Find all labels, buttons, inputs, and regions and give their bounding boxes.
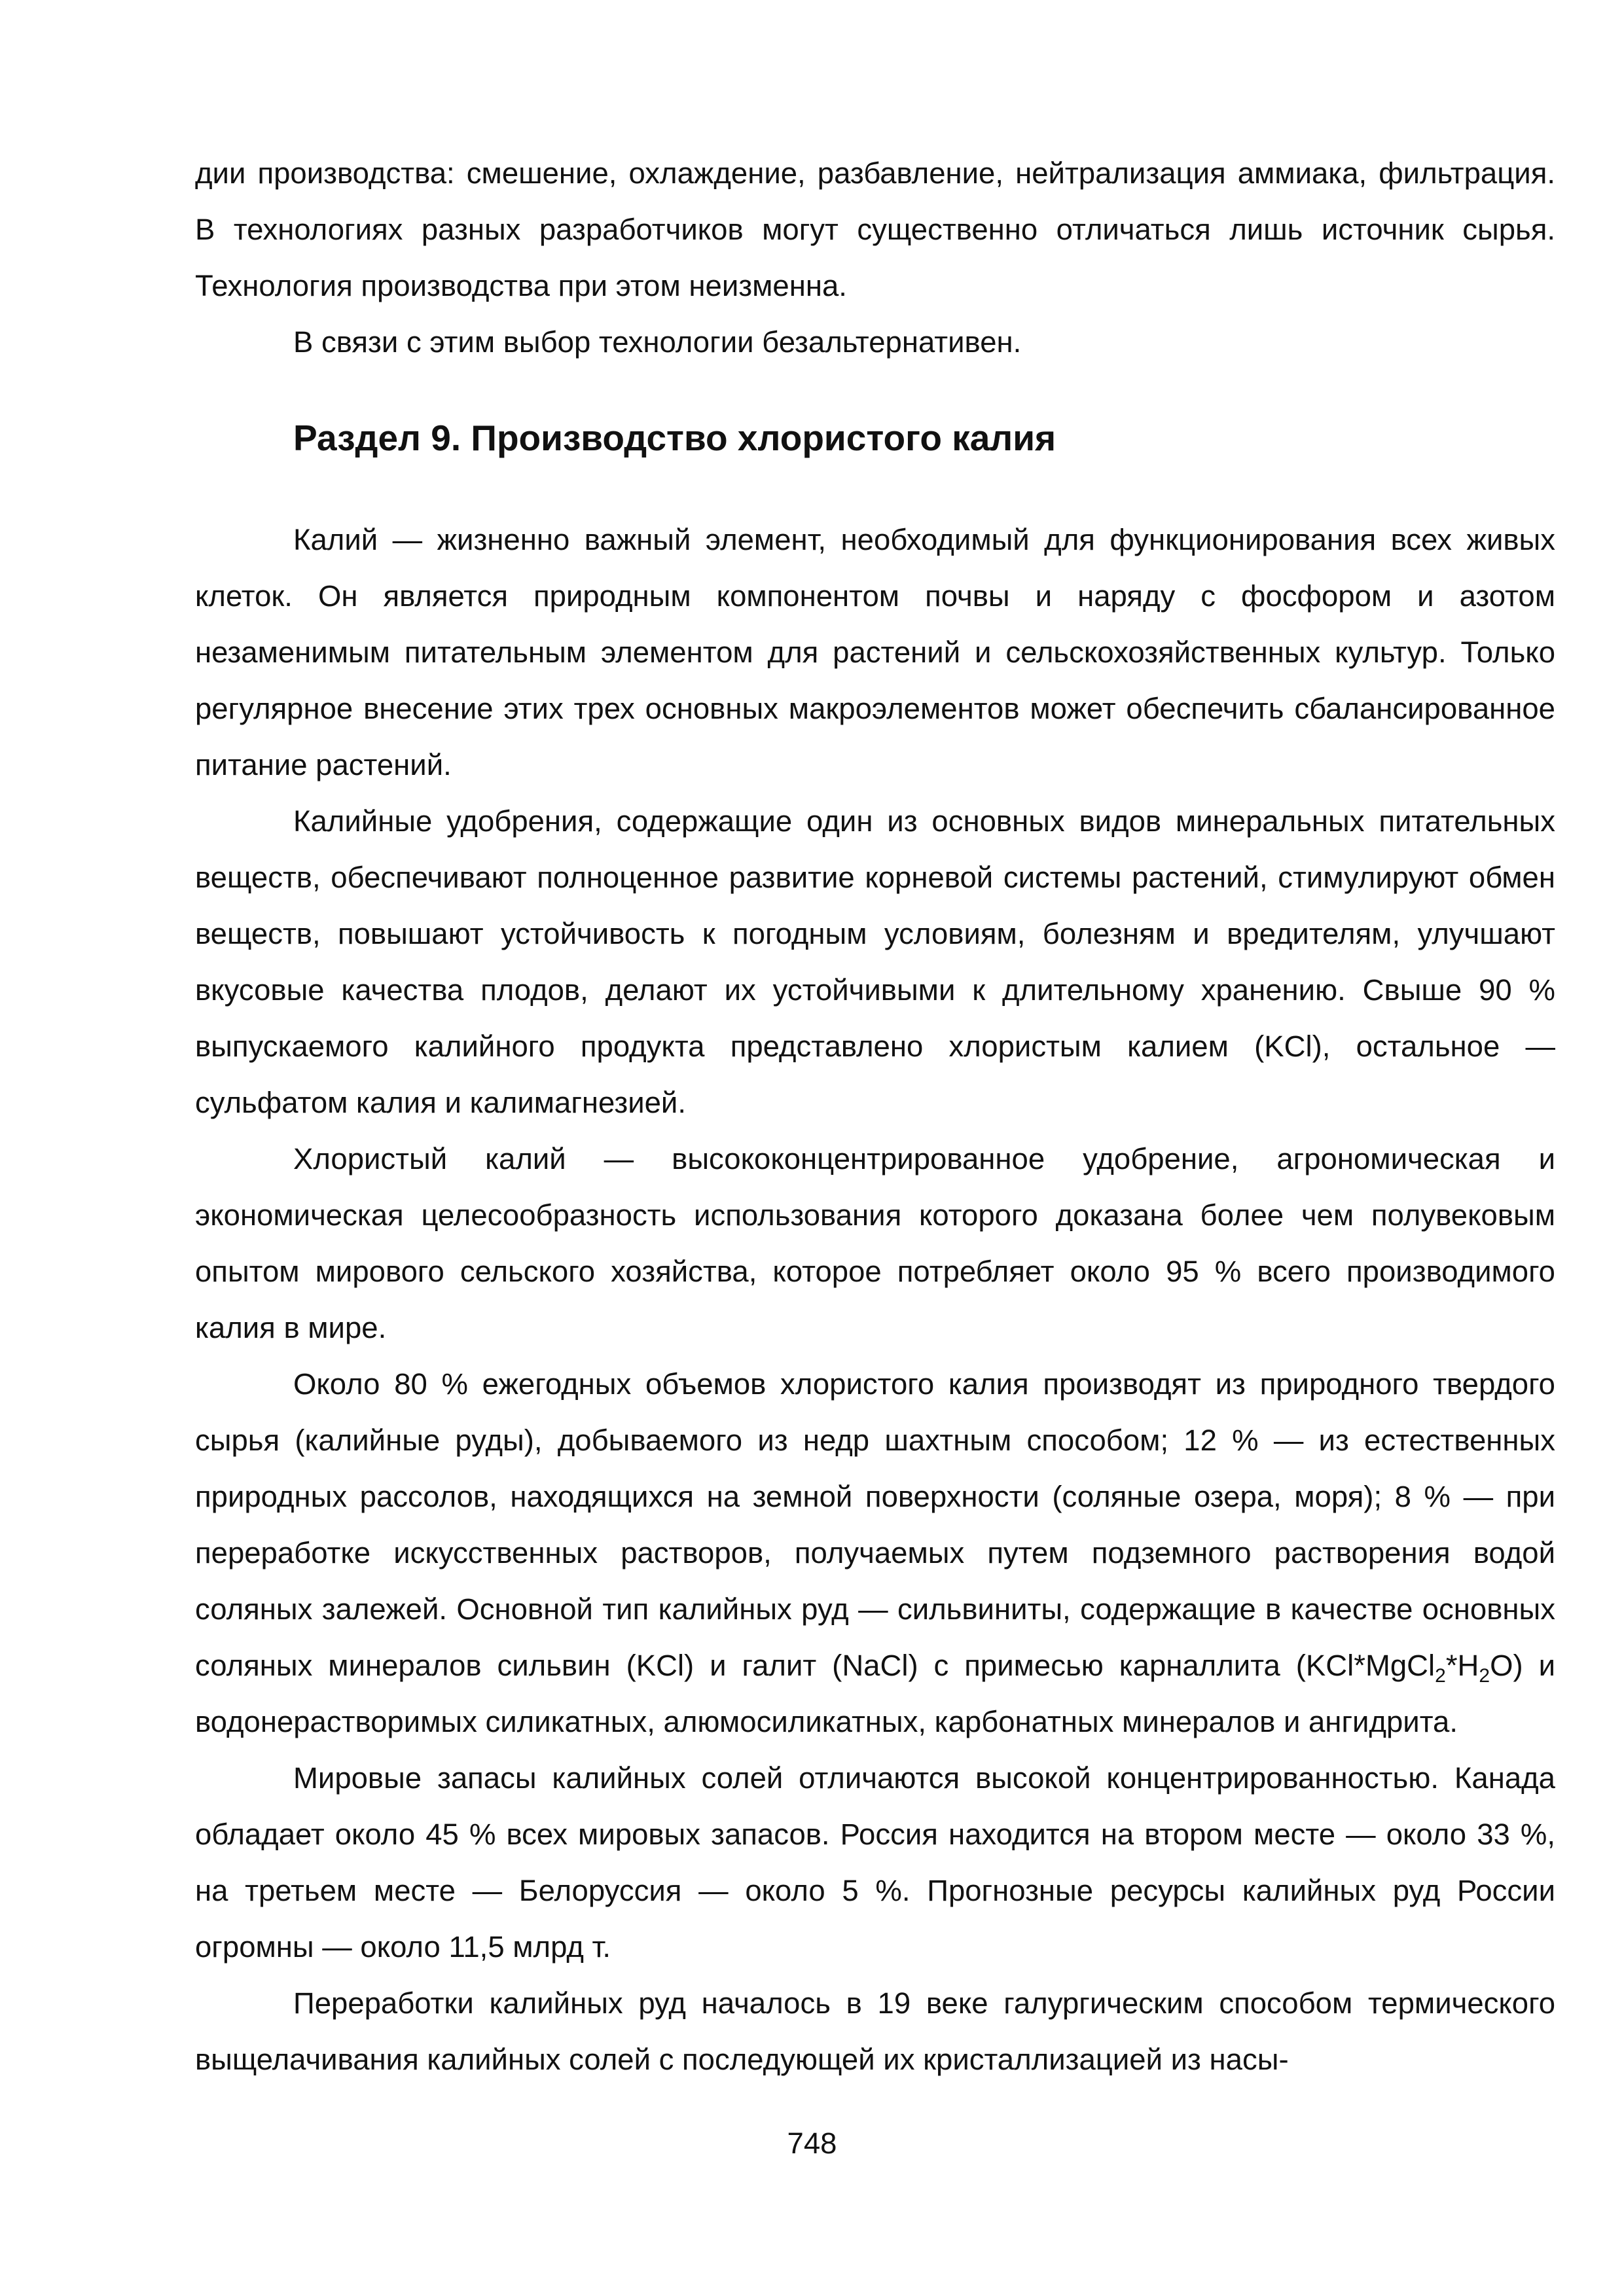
- section-heading: Раздел 9. Производство хлористого калия: [293, 418, 1056, 458]
- paragraph: Калийные удобрения, содержащие один из основных видов минеральных питательных веществ, обеспечивают полноценное развитие корневой системы растений, стимулируют обмен веществ, повышают устойчивость к погодным условиям, болезням и вредителям, улучшают вкусовые качества плодов, делают их устойчивыми к длительному хранению. Свыше 90 % выпускаемого калийного продукта представлено хлористым калием (KCl), остальное — сульфатом калия и калимагнезией.: [195, 804, 1555, 1119]
- paragraph-text: O) и водонерастворимых силикатных, алюмосиликатных, карбонатных минералов и ангидрита.: [195, 1649, 1555, 1738]
- page-number: 748: [787, 2126, 837, 2160]
- subscript: 2: [1435, 1665, 1446, 1687]
- paragraph: Мировые запасы калийных солей отличаются высокой концентрированностью. Канада обладает около 45 % всех мировых запасов. Россия находится на втором месте — около 33 %, на третьем месте — Белоруссия — около 5 %. Прогнозные ресурсы калийных руд России огромны — около 11,5 млрд т.: [195, 1761, 1555, 1964]
- paragraph-text: *H: [1445, 1649, 1479, 1682]
- paragraph: [195, 1356, 1555, 1750]
- paragraph: Переработки калийных руд началось в 19 веке галургическим способом термического выщелачивания калийных солей с последующей их кристаллизацией из насы-: [195, 1986, 1555, 2076]
- paragraph-text: Около 80 % ежегодных объемов хлористого калия производят из природного твердого сырья (калийные руды), добываемого из недр шахтным способом; 12 % — из естественных природных рассолов, находящихся на земной поверхности (соляные озера, моря); 8 % — при переработке искусственных растворов, получаемых путем подземного растворения водой соляных залежей. Основной тип калийных руд — сильвиниты, содержащие в качестве основных соляных минералов сильвин (KCl) и галит (NaCl) с примесью карналлита (KCl*MgCl: [195, 1367, 1555, 1682]
- page-body: [195, 145, 1555, 2088]
- paragraph: дии производства: смешение, охлаждение, разбавление, нейтрализация аммиака, фильтрация. В технологиях разных разработчиков могут существенно отличаться лишь источник сырья. Технология производства при этом неизменна.: [195, 156, 1555, 302]
- paragraph: Хлористый калий — высококонцентрированное удобрение, агрономическая и экономическая целесообразность использования которого доказана более чем полувековым опытом мирового сельского хозяйства, которое потребляет около 95 % всего производимого калия в мире.: [195, 1142, 1555, 1344]
- paragraph: В связи с этим выбор технологии безальтернативен.: [293, 325, 1022, 359]
- paragraph: Калий — жизненно важный элемент, необходимый для функционирования всех живых клеток. Он является природным компонентом почвы и наряду с фосфором и азотом незаменимым питательным элементом для растений и сельскохозяйственных культур. Только регулярное внесение этих трех основных макроэлементов может обеспечить сбалансированное питание растений.: [195, 523, 1555, 781]
- subscript: 2: [1479, 1665, 1490, 1687]
